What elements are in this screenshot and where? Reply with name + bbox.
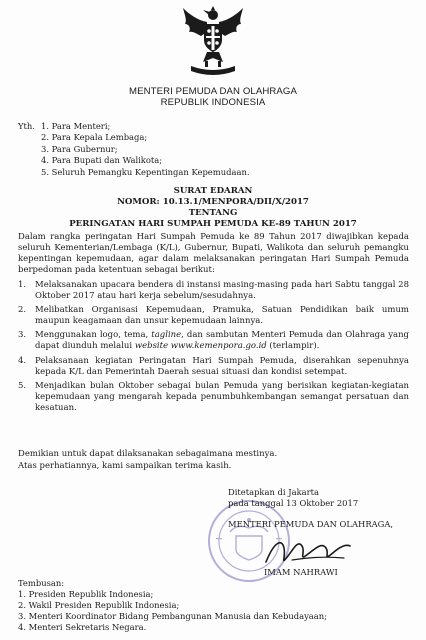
provision-number: 3. bbox=[18, 330, 27, 341]
provision-item bbox=[18, 381, 409, 414]
provision-text-part: Menggunakan logo, tema, bbox=[35, 330, 152, 341]
circular-number: NOMOR: 10.13.1/MENPORA/DII/X/2017 bbox=[117, 197, 309, 207]
provision-text-part: (terlampir). bbox=[266, 341, 320, 352]
recipients-lead: Yth. bbox=[18, 121, 35, 131]
provision-item bbox=[18, 280, 409, 302]
signature-name: IMAM NAHRAWI bbox=[264, 567, 338, 577]
provision-text: Menjadikan bulan Oktober sebagai bulan Pemuda yang berisikan kegiatan-kegiatan kepemudaan yang mengarah kepada penumbuhkembangan semangat persatuan dan kesatuan. bbox=[35, 380, 409, 413]
provision-number: 2. bbox=[18, 305, 27, 316]
circular-subject: PERINGATAN HARI SUMPAH PEMUDA KE-89 TAHUN 2017 bbox=[69, 219, 357, 229]
copy-item: 2. Wakil Presiden Republik Indonesia; bbox=[18, 600, 180, 610]
provision-number: 5. bbox=[18, 380, 27, 391]
signature-date: pada tanggal 13 Oktober 2017 bbox=[228, 498, 359, 508]
provision-item bbox=[18, 356, 409, 378]
provisions-list bbox=[18, 280, 409, 417]
provision-number: 4. bbox=[18, 355, 27, 366]
intro-paragraph: Dalam rangka peringatan Hari Sumpah Pemuda ke 89 Tahun 2017 diwajibkan kepada seluruh Kementerian/Lembaga (K/L), Gubernur, Bupati, Walikota dan seluruh pemangku kepentingan kepemudaan, agar dalam melaksanakan peringatan Hari Sumpah Pemuda berpedoman pada ketentuan sebagai berikut: bbox=[18, 232, 409, 276]
copies-list bbox=[18, 589, 327, 633]
recipient-item: 3. Para Gubernur; bbox=[41, 143, 118, 154]
closing-line: Atas perhatiannya, kami sampaikan terima kasih. bbox=[18, 461, 232, 471]
copy-item: 3. Menteri Koordinator Bidang Pembangunan Manusia dan Kebudayaan; bbox=[18, 611, 327, 621]
signature-place: Ditetapkan di Jakarta bbox=[228, 487, 320, 497]
provision-website-link[interactable]: website www.kemenpora.go.id bbox=[134, 341, 267, 352]
signature-position: MENTERI PEMUDA DAN OLAHRAGA, bbox=[228, 519, 394, 529]
header-subtitle: REPUBLIK INDONESIA bbox=[160, 97, 266, 108]
recipient-item: 4. Para Bupati dan Walikota; bbox=[41, 155, 163, 166]
circular-about-label: TENTANG bbox=[188, 208, 238, 218]
handwritten-signature-icon bbox=[262, 532, 354, 572]
provision-text-part: , dan sambutan Menteri Pemuda dan Olahraga yang dapat diunduh melalui bbox=[35, 330, 409, 352]
provision-number: 1. bbox=[18, 280, 27, 290]
garuda-emblem-icon bbox=[181, 6, 245, 78]
circular-title: SURAT EDARAN bbox=[173, 186, 253, 196]
closing-line: Demikian untuk dapat dilaksanakan sebagaimana mestinya. bbox=[18, 449, 278, 459]
copy-item: 1. Presiden Republik Indonesia; bbox=[18, 589, 154, 599]
provision-text: Melaksanakan upacara bendera di instansi masing-masing pada hari Sabtu tanggal 28 Oktober 2017 atau hari kerja sebelum/sesudahnya. bbox=[35, 280, 409, 302]
recipient-item: 1. Para Menteri; bbox=[41, 121, 111, 131]
copy-item: 4. Menteri Sekretaris Negara. bbox=[18, 622, 147, 632]
provision-text-italic: tagline bbox=[151, 330, 182, 341]
provision-text: Pelaksanaan kegiatan Peringatan Hari Sumpah Pemuda, diserahkan sepenuhnya kepada K/L dan Pemerintah Daerah sesuai situasi dan kondisi setempat. bbox=[35, 355, 409, 377]
provision-text: Melibatkan Organisasi Kepemudaan, Pramuka, Satuan Pendidikan baik umum maupun keagamaan dan unsur kepemudaan lainnya. bbox=[35, 305, 409, 327]
recipients-list bbox=[41, 121, 250, 178]
provision-item bbox=[18, 305, 409, 327]
recipient-item: 5. Seluruh Pemangku Kepentingan Kepemudaan. bbox=[41, 166, 250, 177]
provision-item bbox=[18, 330, 409, 352]
recipient-item: 2. Para Kepala Lembaga; bbox=[41, 132, 148, 143]
copies-label: Tembusan: bbox=[18, 578, 65, 588]
header-title: MENTERI PEMUDA DAN OLAHRAGA bbox=[129, 86, 297, 97]
